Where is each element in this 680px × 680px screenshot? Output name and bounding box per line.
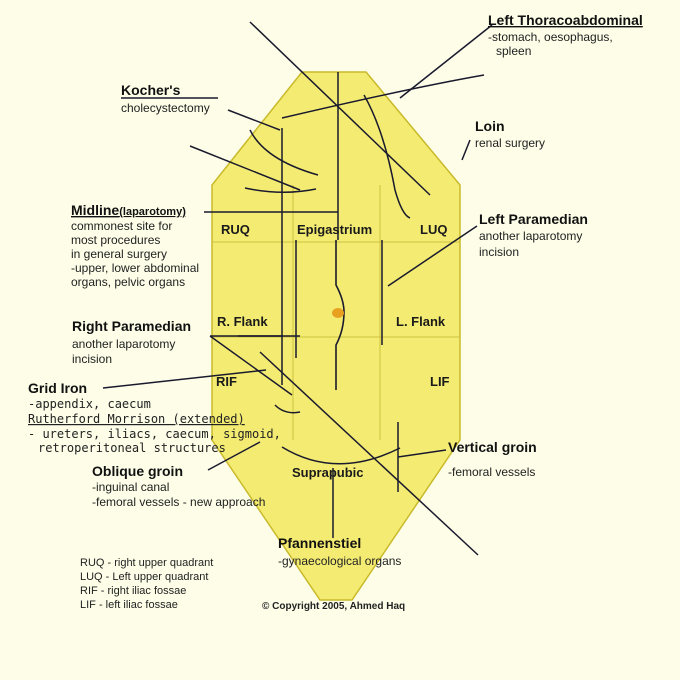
midline-desc-1: most procedures (71, 233, 161, 247)
region-rif: RIF (216, 374, 237, 389)
abbreviation-legend (80, 557, 213, 611)
label-kochers (121, 82, 218, 115)
rutherford-desc-1: retroperitoneal structures (38, 441, 226, 455)
left-thoracoabdominal-desc-0: -stomach, oesophagus, (488, 30, 613, 44)
label-left-paramedian (479, 211, 588, 259)
region-epigastrium: Epigastrium (297, 222, 373, 237)
right-paramedian-desc-1: incision (72, 352, 113, 366)
oblique-groin-title: Oblique groin (92, 463, 183, 479)
label-midline (71, 202, 199, 289)
oblique-groin-desc-1: -femoral vessels - new approach (92, 495, 266, 509)
right-paramedian-title: Right Paramedian (72, 318, 192, 334)
midline-desc-0: commonest site for (71, 219, 173, 233)
left-paramedian-desc-1: incision (479, 245, 520, 259)
pfannenstiel-title: Pfannenstiel (278, 535, 362, 551)
legend-item-0: RUQ - right upper quadrant (80, 557, 214, 569)
loin-title: Loin (475, 118, 505, 134)
loin-desc-0: renal surgery (475, 136, 546, 150)
left-paramedian-desc-0: another laparotomy (479, 229, 583, 243)
kochers-title: Kocher's (121, 82, 181, 98)
left-paramedian-title: Left Paramedian (479, 211, 588, 227)
legend-item-2: RIF - right iliac fossae (80, 585, 187, 597)
region-luq: LUQ (420, 222, 448, 237)
left-thoracoabdominal-title: Left Thoracoabdominal (488, 12, 643, 28)
midline-desc-4: organs, pelvic organs (71, 275, 186, 289)
loin-short-line (462, 140, 470, 160)
midline-desc-3: -upper, lower abdominal (71, 261, 200, 275)
grid-iron-title: Grid Iron (28, 380, 88, 396)
oblique-groin-desc-0: -inguinal canal (92, 480, 170, 494)
copyright: © Copyright 2005, Ahmed Haq (262, 601, 406, 612)
left-thoracoabdominal-line (400, 25, 492, 98)
midline-title-main: Midline (71, 202, 120, 218)
grid-iron-desc-0: -appendix, caecum (28, 397, 151, 411)
rutherford-desc-0: - ureters, iliacs, caecum, sigmoid, (28, 427, 281, 441)
label-right-paramedian (72, 318, 191, 366)
midline-title (71, 202, 186, 218)
legend-item-3: LIF - left iliac fossae (80, 599, 178, 611)
rutherford-title: Rutherford Morrison (extended) (28, 412, 245, 426)
legend-item-1: LUQ - Left upper quadrant (80, 571, 209, 583)
midline-title-suffix: (laparotomy) (119, 206, 186, 218)
label-left-thoracoabdominal (488, 12, 643, 58)
right-paramedian-desc-0: another laparotomy (72, 337, 176, 351)
region-ruq: RUQ (221, 222, 250, 237)
midline-desc-2: in general surgery (71, 247, 168, 261)
vertical-groin-title: Vertical groin (448, 439, 537, 455)
navel (332, 308, 344, 318)
left-thoracoabdominal-desc-1: spleen (496, 44, 532, 58)
vertical-groin-desc-0: -femoral vessels (448, 465, 536, 479)
region-l-flank: L. Flank (396, 314, 446, 329)
region-lif: LIF (430, 374, 450, 389)
label-loin (475, 118, 545, 150)
kochers-desc-0: cholecystectomy (121, 101, 210, 115)
region-r-flank: R. Flank (217, 314, 268, 329)
label-vertical-groin (448, 439, 537, 479)
region-suprapubic: Suprapubic (292, 465, 364, 480)
pfannenstiel-desc-0: -gynaecological organs (278, 554, 402, 568)
